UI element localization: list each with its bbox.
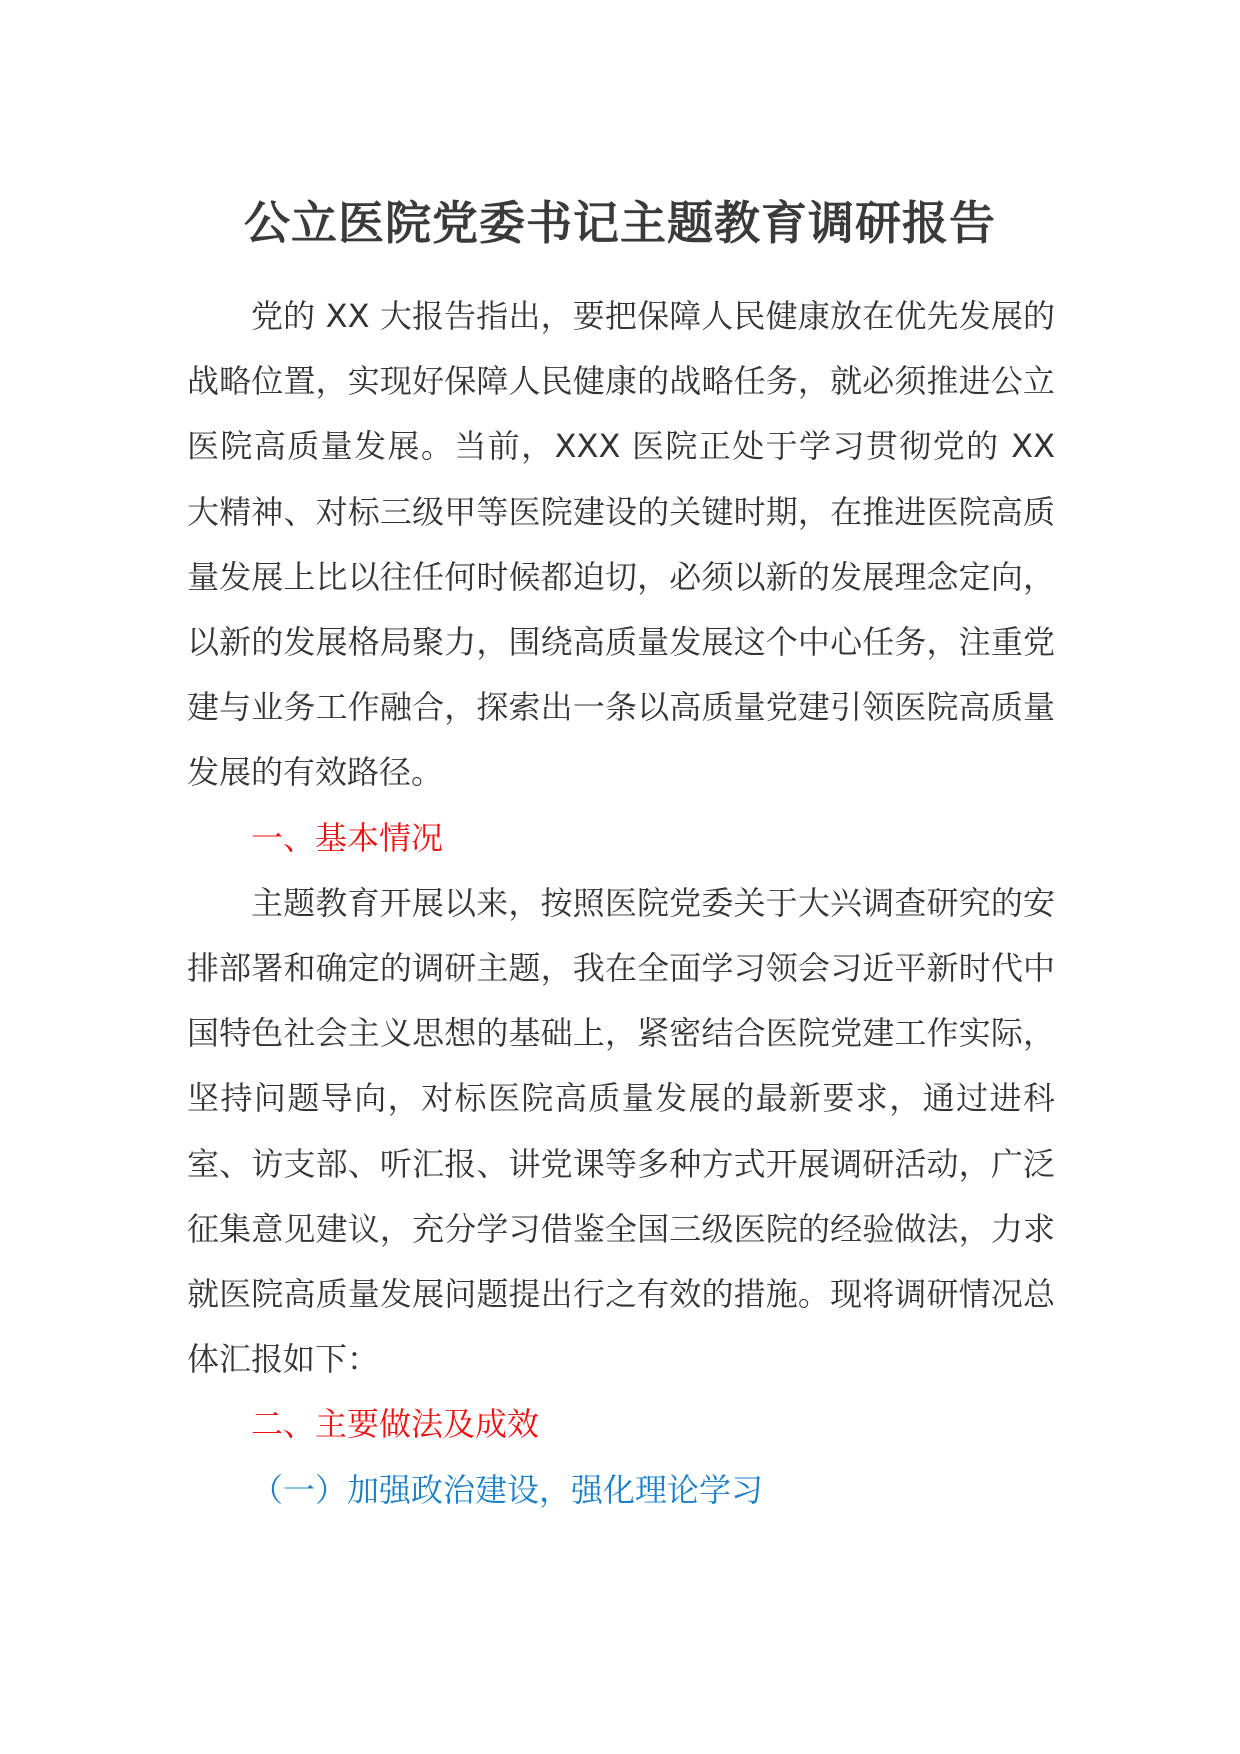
intro-paragraph: 党的 XX 大报告指出，要把保障人民健康放在优先发展的战略位置，实现好保障人民健康的战略任务，就必须推进公立医院高质量发展。当前，XXX 医院正处于学习贯彻党的 XX 大精神、对标三级甲等医院建设的关键时期，在推进医院高质量发展上比以往任何时候都迫切，必须以新的发展理念定向，以新的发展格局聚力，围绕高质量发展这个中心任务，注重党建与业务工作融合，探索出一条以高质量党建引领医院高质量发展的有效路径。: [187, 297, 1055, 792]
section-heading-basic-situation: 一、基本情况: [251, 818, 444, 857]
subsection-heading-political-building: （一）加强政治建设，强化理论学习: [251, 1470, 764, 1509]
document-body: [187, 284, 1055, 1523]
section-heading-main-practices: 二、主要做法及成效: [251, 1405, 540, 1444]
basic-situation-paragraph: 主题教育开展以来，按照医院党委关于大兴调查研究的安排部署和确定的调研主题，我在全面学习领会习近平新时代中国特色社会主义思想的基础上，紧密结合医院党建工作实际，坚持问题导向，对标医院高质量发展的最新要求，通过进科室、访支部、听汇报、讲党课等多种方式开展调研活动，广泛征集意见建议，充分学习借鉴全国三级医院的经验做法，力求就医院高质量发展问题提出行之有效的措施。现将调研情况总体汇报如下：: [187, 883, 1055, 1379]
document-title: 公立医院党委书记主题教育调研报告: [244, 196, 996, 250]
